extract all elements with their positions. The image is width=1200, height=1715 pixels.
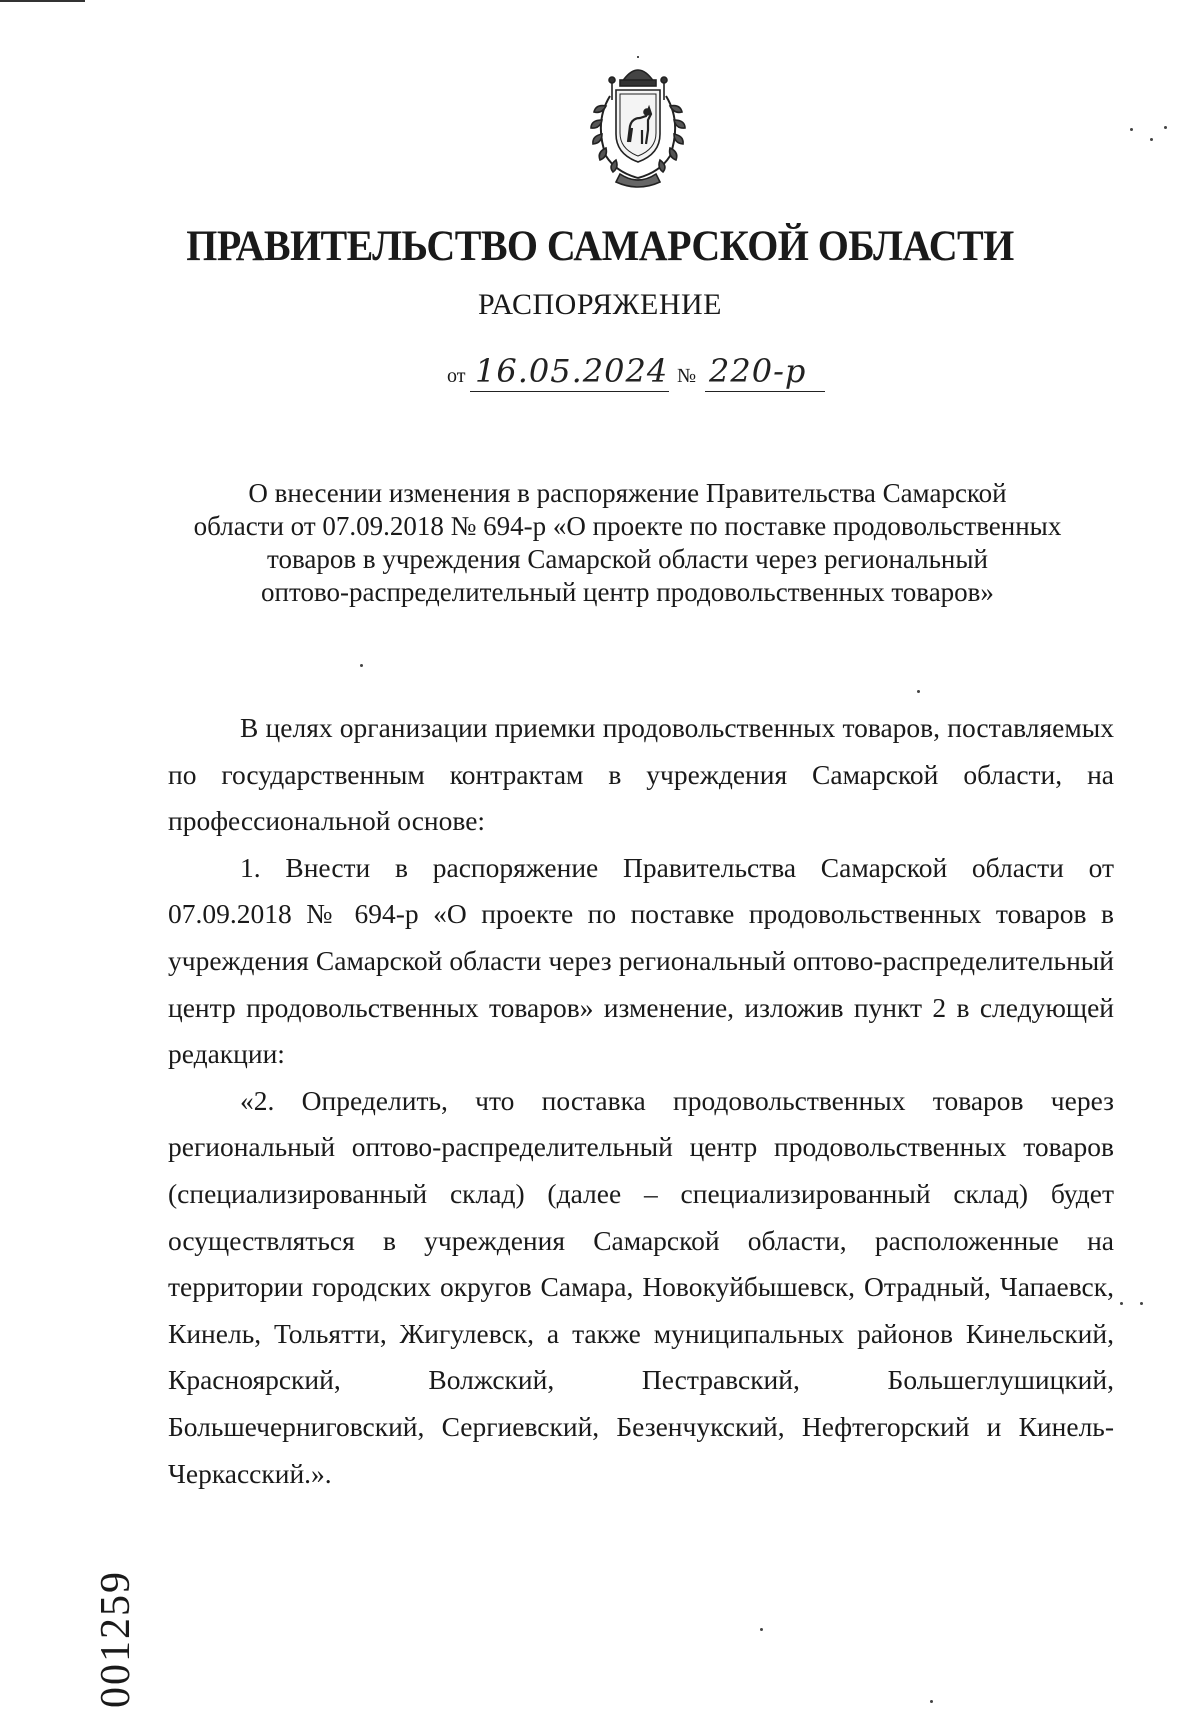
document-type: РАСПОРЯЖЕНИЕ [477,288,723,321]
date-value: 16.05.2024 [475,352,669,390]
number-label: № [677,365,697,387]
scan-speck [1150,138,1153,141]
subject-line: О внесении изменения в распоряжение Правительства Самарской [248,478,1007,508]
organization-title: ПРАВИТЕЛЬСТВО САМАРСКОЙ ОБЛАСТИ [186,223,1014,270]
document-body [168,705,1114,1497]
scan-edge-mark [0,0,85,2]
scan-speck [1120,1302,1123,1305]
margin-serial-number: 001259 [93,1570,139,1708]
number-value: 220-р [709,352,807,390]
subject-line: области от 07.09.2018 № 694-р «О проекте по поставке продовольственных [193,511,1062,541]
subject-line: оптово-распределительный центр продовольственных товаров» [261,577,994,607]
scan-speck [930,1700,933,1703]
scan-speck [360,664,363,667]
scan-speck [917,690,920,693]
scan-speck [1130,128,1133,131]
scan-speck [1140,1302,1143,1305]
body-paragraph: «2. Определить, что поставка продовольственных товаров через региональный оптово-распределительный центр продовольственных товаров (специализированный склад) (далее – специализированный склад) будет осуществляться в учреждения Самарской области, расположенные на территории городских округов Самара, Новокуйбышевск, Отрадный, Чапаевск, Кинель, Тольятти, Жигулевск, а также муниципальных районов Кинельский, Красноярский, Волжский, Пестравский, Большеглушицкий, Большечерниговский, Сергиевский, Безенчукский, Нефтегорский и Кинель-Черкасский.». [168,1084,1114,1489]
number-underline [705,391,825,393]
date-label: от [447,365,466,387]
date-underline [470,391,669,393]
scan-speck [760,1628,763,1631]
body-paragraph: 1. Внести в распоряжение Правительства Самарской области от 07.09.2018 № 694-р «О проекте по поставке продовольственных товаров в учреждения Самарской области через региональный оптово-распределительный центр продовольственных товаров» изменение, изложив пункт 2 в следующей редакции: [168,851,1114,1070]
document-subject [150,477,1105,609]
body-paragraph: В целях организации приемки продовольственных товаров, поставляемых по государственным контрактам в учреждения Самарской области, на профессиональной основе: [168,712,1114,837]
subject-line: товаров в учреждения Самарской области через региональный [267,544,988,574]
coat-of-arms-icon [576,56,700,190]
scan-speck [1164,126,1167,129]
